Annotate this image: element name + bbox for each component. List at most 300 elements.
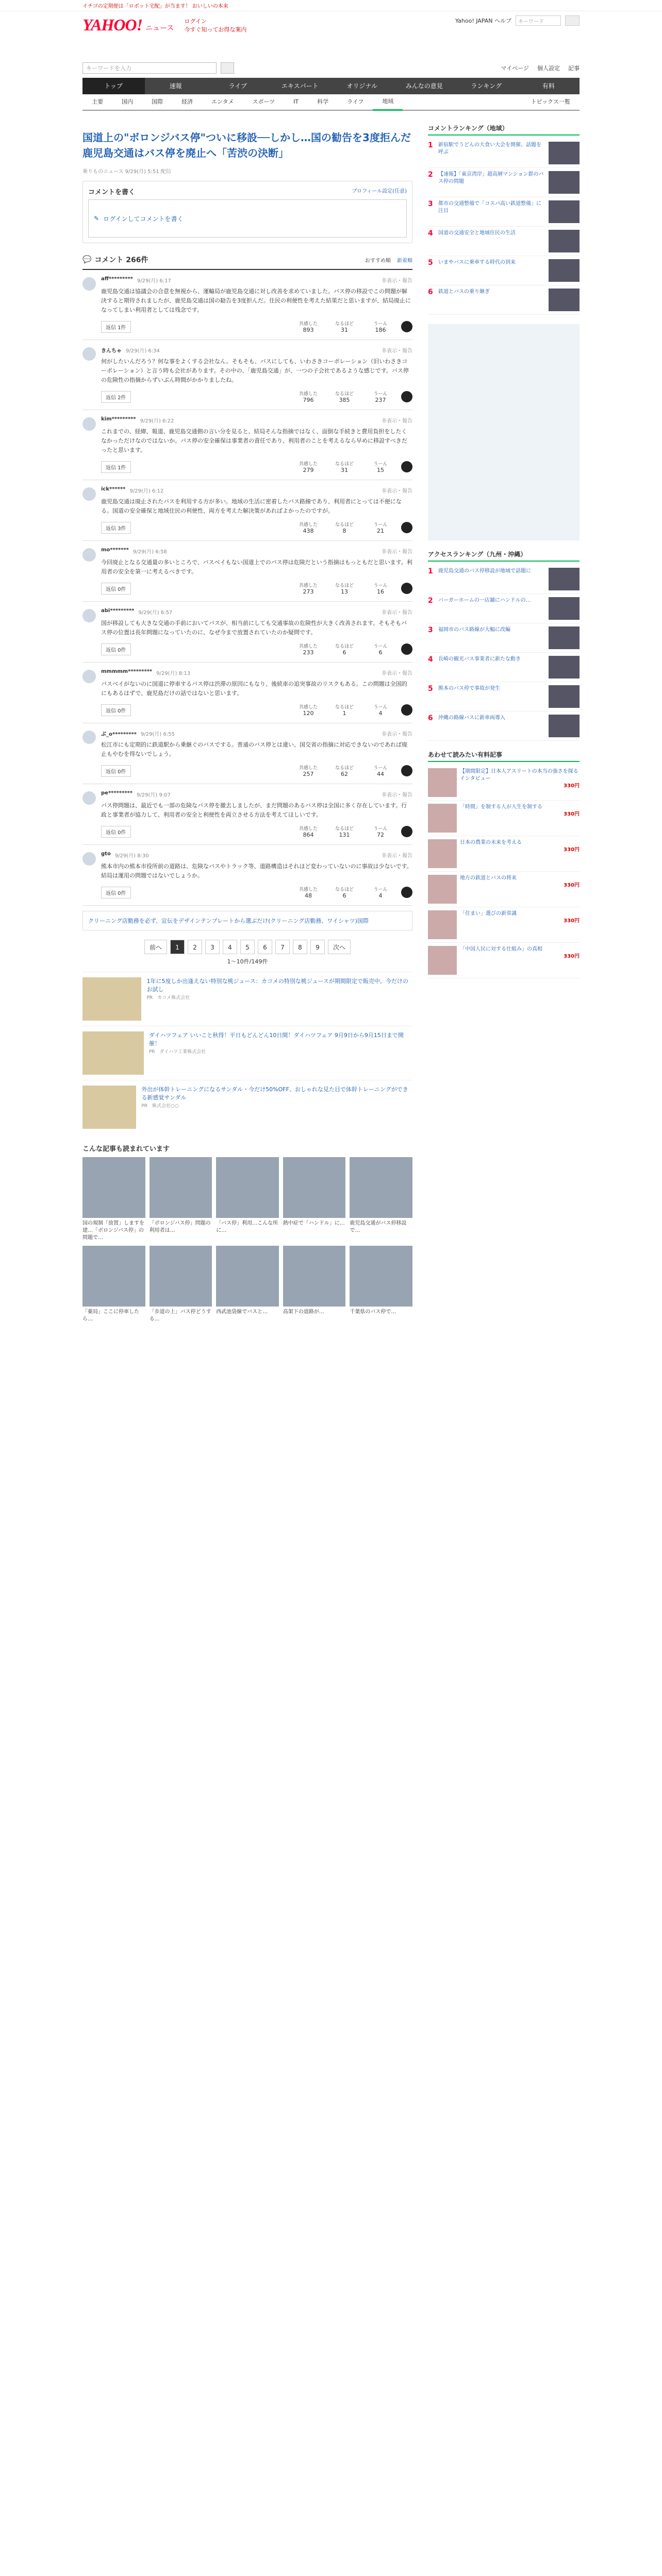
avatar[interactable] xyxy=(82,731,96,744)
avatar[interactable] xyxy=(82,791,96,805)
cat-entertainment[interactable]: エンタメ xyxy=(211,98,234,105)
empathy-button[interactable] xyxy=(293,642,324,656)
paid-article-item[interactable] xyxy=(428,836,580,872)
comment-body: 鹿児島交通は廃止されたバスを利用する方が多い。地域の生活に密着したバス路線であり、利用者にとっては不便になる。国道の安全確保と地域住民の利便性、両方を考えた解決策があればよかったのですが。 xyxy=(101,498,402,514)
paid-article-item[interactable] xyxy=(428,872,580,907)
empathy-button[interactable] xyxy=(293,320,324,333)
vote-count: 186 xyxy=(375,327,386,333)
top-promo-bar[interactable] xyxy=(0,0,662,11)
comment-meta xyxy=(101,851,412,859)
rank-thumbnail[interactable] xyxy=(549,230,580,252)
paid-article-thumbnail[interactable] xyxy=(428,804,457,833)
vote-label: うーん xyxy=(373,392,388,397)
vote-count: 1 xyxy=(342,710,346,717)
paid-article-title[interactable]: 「時間」を制する人が人生を制する xyxy=(460,804,542,810)
header-promo[interactable] xyxy=(184,18,246,34)
comment-actions xyxy=(101,521,412,534)
ranking-item[interactable] xyxy=(428,711,580,741)
paid-article-thumbnail[interactable] xyxy=(428,839,457,868)
comment-actions xyxy=(101,390,412,403)
report-link[interactable]: 非表示・報告 xyxy=(382,732,412,737)
vote-label: なるほど xyxy=(335,887,354,892)
x-share-icon[interactable] xyxy=(401,583,412,594)
recommend-title[interactable]: 「薬局」ここに停車したら… xyxy=(82,1309,139,1322)
recommend-title: こんな記事も読まれています xyxy=(82,1145,170,1153)
recommend-title[interactable]: 国の規制「放置」しますを建…「ボロンジバス停」の問題で… xyxy=(82,1221,144,1241)
promo-image[interactable] xyxy=(82,977,141,1021)
ranking-item[interactable] xyxy=(428,168,580,197)
insight-button[interactable] xyxy=(329,320,360,333)
paid-articles-title: あわせて読みたい有料記事 xyxy=(428,750,580,762)
gnav-live[interactable]: ライブ xyxy=(228,82,247,90)
vote-label: 共感した xyxy=(299,766,318,771)
ranking-item[interactable] xyxy=(428,256,580,285)
x-share-icon[interactable] xyxy=(401,765,412,776)
rank-thumbnail[interactable] xyxy=(549,685,580,708)
recommend-title[interactable]: 「バス停」利用…こんな所に… xyxy=(216,1221,278,1233)
hmm-button[interactable] xyxy=(365,320,396,333)
rank-number: 1 xyxy=(428,141,433,149)
pager-page[interactable]: 6 xyxy=(258,940,272,954)
recommend-title[interactable]: 熱中症で「ハンドル」に… xyxy=(283,1221,345,1226)
pager-page[interactable]: 4 xyxy=(223,940,237,954)
avatar[interactable] xyxy=(82,852,96,866)
vote-label: うーん xyxy=(373,522,388,528)
vote-label: うーん xyxy=(373,705,388,710)
vote-label: 共感した xyxy=(299,705,318,710)
comment-user[interactable]: ぶ_o********* xyxy=(101,732,137,737)
ranking-item[interactable] xyxy=(428,197,580,227)
reply-button[interactable]: 返信 0件 xyxy=(101,643,131,655)
x-share-icon[interactable] xyxy=(401,321,412,332)
rank-title[interactable]: 【速報】「東京湾岸」超高層マンション群のバス停の問題 xyxy=(438,172,544,184)
hmm-button[interactable] xyxy=(365,460,396,473)
vote-label: なるほど xyxy=(335,583,354,588)
report-link[interactable]: 非表示・報告 xyxy=(382,792,412,798)
promo-item[interactable] xyxy=(82,1080,412,1134)
insight-button[interactable] xyxy=(329,390,360,403)
empathy-button[interactable] xyxy=(293,390,324,403)
paid-article-title[interactable]: 「住まい」選びの新常識 xyxy=(460,911,517,917)
x-share-icon[interactable] xyxy=(401,826,412,837)
paid-article-text xyxy=(460,910,580,939)
pager-page[interactable]: 2 xyxy=(188,940,202,954)
paid-article-price: 330円 xyxy=(564,847,580,853)
paid-article-item[interactable] xyxy=(428,765,580,801)
recommend-item[interactable] xyxy=(150,1246,212,1323)
recommend-title[interactable]: 「ボロンジバス停」問題の利用者は… xyxy=(149,1221,211,1233)
paid-article-title[interactable]: 日本の農業の未来を考える xyxy=(460,840,522,845)
reply-button[interactable]: 返信 2件 xyxy=(101,391,131,403)
insight-button[interactable] xyxy=(329,886,360,899)
hmm-button[interactable] xyxy=(365,886,396,899)
comment-item xyxy=(82,541,412,602)
paid-article-price: 330円 xyxy=(564,918,580,924)
paid-article-thumbnail[interactable] xyxy=(428,946,457,975)
vote-label: うーん xyxy=(373,887,388,892)
vote-label: うーん xyxy=(373,644,388,649)
rank-number: 6 xyxy=(428,288,433,296)
vote-count: 62 xyxy=(341,771,348,777)
recommend-item[interactable] xyxy=(150,1157,212,1242)
cat-science[interactable]: 科学 xyxy=(317,98,329,105)
paid-article-price: 330円 xyxy=(564,811,580,817)
rank-thumbnail[interactable] xyxy=(549,171,580,194)
rank-thumbnail[interactable] xyxy=(549,289,580,311)
recommend-thumbnail[interactable] xyxy=(283,1157,346,1218)
recommend-thumbnail[interactable] xyxy=(216,1157,279,1218)
vote-count: 72 xyxy=(377,832,384,838)
vote-label: なるほど xyxy=(335,321,354,327)
insight-button[interactable] xyxy=(329,582,360,595)
avatar[interactable] xyxy=(82,609,96,622)
x-share-icon[interactable] xyxy=(401,522,412,533)
recommend-thumbnail[interactable] xyxy=(150,1157,212,1218)
paid-article-item[interactable] xyxy=(428,907,580,943)
recommend-thumbnail[interactable] xyxy=(350,1246,412,1307)
vote-label: 共感した xyxy=(299,887,318,892)
settings-link[interactable]: 個人設定 xyxy=(537,65,560,72)
reply-button[interactable]: 返信 0件 xyxy=(101,704,131,716)
hmm-button[interactable] xyxy=(365,390,396,403)
ranking-item[interactable] xyxy=(428,227,580,256)
ranking-item[interactable] xyxy=(428,623,580,653)
pager-info: 1〜10件/149件 xyxy=(227,958,268,965)
paid-article-thumbnail[interactable] xyxy=(428,875,457,904)
article-link[interactable]: 記事 xyxy=(568,65,580,72)
promo-title[interactable]: 外出が体幹トレーニングになるサンダル・今だけ50%OFF、おしゃれな見た目で体幹トレーニングができる新感覚サンダル xyxy=(141,1086,408,1101)
global-nav xyxy=(82,78,580,94)
comment-user[interactable]: ick****** xyxy=(101,486,126,492)
recommend-item[interactable] xyxy=(283,1157,346,1242)
promo-image[interactable] xyxy=(82,1086,136,1129)
comment-meta xyxy=(101,669,412,676)
paid-article-text xyxy=(460,768,580,797)
comment-user[interactable]: gto xyxy=(101,851,111,857)
rank-thumbnail[interactable] xyxy=(549,715,580,737)
reply-button[interactable]: 返信 0件 xyxy=(101,765,131,777)
avatar[interactable] xyxy=(82,670,96,683)
rank-title[interactable]: 新宿駅でうどんの大食い大会を開催、話題を呼ぶ xyxy=(438,142,541,155)
reply-button[interactable]: 返信 0件 xyxy=(101,583,131,595)
ranking-item[interactable] xyxy=(428,565,580,594)
paid-article-item[interactable] xyxy=(428,943,580,978)
promo-sponsor: PR カコメ株式会社 xyxy=(146,995,190,1001)
rank-title[interactable]: 長崎の観光バス事業者に新たな動き xyxy=(438,656,521,662)
empathy-button[interactable] xyxy=(293,825,324,838)
rank-title[interactable]: 熊本のバス停で事故が発生 xyxy=(438,686,500,691)
comment-user[interactable]: mo******* xyxy=(101,547,129,553)
header-promo-text[interactable]: 今すぐ知ってお得な案内 xyxy=(184,26,247,33)
insight-button[interactable] xyxy=(329,521,360,534)
sidebar xyxy=(428,124,580,988)
promo-item[interactable] xyxy=(82,972,412,1026)
recommend-item[interactable] xyxy=(350,1246,412,1323)
hmm-button[interactable] xyxy=(365,582,396,595)
gnav-original[interactable]: オリジナル xyxy=(346,82,377,90)
comment-list xyxy=(82,270,412,906)
ranking-item[interactable] xyxy=(428,653,580,682)
reply-button[interactable]: 返信 3件 xyxy=(101,522,131,534)
avatar[interactable] xyxy=(82,277,96,291)
comment-actions xyxy=(101,642,412,656)
report-link[interactable]: 非表示・報告 xyxy=(382,549,412,555)
search-icon[interactable] xyxy=(221,62,234,74)
comment-user[interactable]: きんちゃ xyxy=(101,348,122,354)
user-links xyxy=(501,64,580,72)
hmm-button[interactable] xyxy=(365,825,396,838)
report-link[interactable]: 非表示・報告 xyxy=(382,348,412,354)
recommend-title[interactable]: 「歩道の上」バス停どうする… xyxy=(149,1309,211,1322)
comment-user[interactable]: pe********* xyxy=(101,790,133,796)
avatar[interactable] xyxy=(82,417,96,431)
gnav-breaking[interactable]: 速報 xyxy=(169,82,182,90)
report-link[interactable]: 非表示・報告 xyxy=(382,418,412,424)
cat-world[interactable]: 国際 xyxy=(152,98,163,105)
cat-economy[interactable]: 経済 xyxy=(181,98,193,105)
rank-thumbnail[interactable] xyxy=(549,656,580,679)
promo-text xyxy=(141,1086,412,1129)
recommend-thumbnail[interactable] xyxy=(283,1246,346,1307)
empathy-button[interactable] xyxy=(293,886,324,899)
cat-it[interactable]: IT xyxy=(293,98,299,105)
news-logo[interactable]: ニュース xyxy=(145,24,174,32)
recommend-item[interactable] xyxy=(216,1157,279,1242)
article-source[interactable]: 乗りものニュース 9/29(月) 5:51 配信 xyxy=(82,169,171,175)
sort-recommended[interactable]: おすすめ順 xyxy=(365,258,391,264)
insight-button[interactable] xyxy=(329,703,360,717)
insight-button[interactable] xyxy=(329,642,360,656)
ranking-item[interactable] xyxy=(428,139,580,168)
recommend-thumbnail[interactable] xyxy=(216,1246,279,1307)
pager-page[interactable]: 7 xyxy=(275,940,290,954)
article-title[interactable]: 国道上の"ボロンジバス停"ついに移設──しかし…国の勧告を3度拒んだ鹿児島交通はバス停を廃止へ「苦渋の決断」 xyxy=(82,131,411,159)
inline-ad[interactable]: クリーニング店勤務を必ず、宣伝をデザインテンプレートから選ぶだけ(クリーニング店勤務、ワイシャツ)国際 xyxy=(82,911,412,930)
comment-date: 9/29(月) 6:17 xyxy=(137,278,171,284)
vote-label: なるほど xyxy=(335,766,354,771)
x-share-icon[interactable] xyxy=(401,391,412,402)
avatar[interactable] xyxy=(82,548,96,562)
login-to-comment-label: ログインしてコメントを書く xyxy=(103,215,184,223)
rank-thumbnail[interactable] xyxy=(549,626,580,649)
paid-article-title[interactable]: 「中国人民に対する仕組み」の真相 xyxy=(460,946,542,952)
x-share-icon[interactable] xyxy=(401,461,412,472)
recommend-item[interactable] xyxy=(350,1157,412,1242)
gnav-ranking[interactable]: ランキング xyxy=(471,82,502,90)
recommend-item[interactable] xyxy=(82,1157,145,1242)
reply-button[interactable]: 返信 1件 xyxy=(101,321,131,333)
rank-thumbnail[interactable] xyxy=(549,259,580,282)
reply-button[interactable]: 返信 0件 xyxy=(101,887,131,899)
paid-article-title[interactable]: 【期間限定】日本人アスリートの本当の強さを探るインタビュー xyxy=(460,769,578,782)
header-search-input[interactable]: キーワード xyxy=(516,15,561,26)
gnav-expert[interactable]: エキスパート xyxy=(281,82,319,90)
header-right xyxy=(455,15,580,26)
rank-thumbnail[interactable] xyxy=(549,142,580,164)
comment-user[interactable]: abi********* xyxy=(101,608,135,614)
empathy-button[interactable] xyxy=(293,764,324,777)
rank-number: 2 xyxy=(428,171,433,179)
promo-image[interactable] xyxy=(82,1031,144,1075)
pager-next[interactable]: 次へ xyxy=(328,940,351,954)
paid-article-title[interactable]: 地方の鉄道とバスの将来 xyxy=(460,875,517,881)
comment-meta xyxy=(101,790,412,798)
pager-page[interactable]: 5 xyxy=(240,940,255,954)
comment-user[interactable]: kim********* xyxy=(101,416,136,422)
topics-list-link[interactable]: トピックス一覧 xyxy=(531,98,570,105)
cat-domestic[interactable]: 国内 xyxy=(122,98,133,105)
report-link[interactable]: 非表示・報告 xyxy=(382,488,412,494)
recommend-item[interactable] xyxy=(283,1246,346,1323)
rank-number: 6 xyxy=(428,714,433,722)
vote-label: 共感した xyxy=(299,392,318,397)
top-promo-text[interactable]: イチゴの定期便は「ロボット宅配」が当ます！ おいしいの本来 xyxy=(82,4,228,9)
reply-button[interactable]: 返信 1件 xyxy=(101,461,131,473)
rank-title[interactable]: 国道の交通安全と地域住民の生活 xyxy=(438,230,516,236)
insight-button[interactable] xyxy=(329,764,360,777)
rank-title[interactable]: 鉄道とバスの乗り継ぎ xyxy=(438,289,490,295)
recommend-item[interactable] xyxy=(216,1246,279,1323)
yahoo-logo[interactable]: YAHOO! xyxy=(82,15,143,34)
comments-header xyxy=(82,250,412,270)
rank-number: 1 xyxy=(428,567,433,575)
rank-title[interactable]: 鹿児島交通のバス停移設が地域で話題に xyxy=(438,568,531,574)
empathy-button[interactable] xyxy=(293,460,324,473)
promo-title[interactable]: ダイハツフェア いいこと秋得！平日もどんどん10日間！ダイハツフェア 9月9日から9月15日まで開催！ xyxy=(148,1032,404,1047)
vote-label: うーん xyxy=(373,462,388,467)
ranking-item[interactable] xyxy=(428,285,580,315)
gnav-opinion[interactable]: みんなの意見 xyxy=(405,82,443,90)
insight-button[interactable] xyxy=(329,460,360,473)
x-share-icon[interactable] xyxy=(401,704,412,716)
recommend-item[interactable] xyxy=(82,1246,145,1323)
rank-title[interactable]: 沖縄の路線バスに新車両導入 xyxy=(438,715,505,721)
recommend-title[interactable]: 千葉県のバス停で… xyxy=(350,1309,396,1315)
pager-page[interactable]: 3 xyxy=(205,940,220,954)
hmm-button[interactable] xyxy=(365,703,396,717)
comment-user[interactable]: mmmmm********* xyxy=(101,669,153,674)
yahoo-japan-link[interactable]: Yahoo! JAPAN ヘルプ xyxy=(455,18,511,24)
sort-newest[interactable]: 新着順 xyxy=(397,258,412,264)
comment-actions xyxy=(101,764,412,777)
x-share-icon[interactable] xyxy=(401,643,412,655)
comment-body: 今回廃止となる交通量の多いところで、バスベイもない国道上でのバス停は危険だという指摘はもっともだと思います。利用者の安全を第一に考えるべきです。 xyxy=(101,559,412,575)
vote-count: 4 xyxy=(378,710,383,717)
comment-write-heading: コメントを書く xyxy=(88,189,136,196)
rank-thumbnail[interactable] xyxy=(549,597,580,620)
gnav-paid[interactable]: 有料 xyxy=(542,82,555,90)
pager-page[interactable]: 9 xyxy=(310,940,325,954)
comment-date: 9/29(月) 6:12 xyxy=(129,488,164,494)
ranking-item[interactable] xyxy=(428,682,580,711)
cat-sports[interactable]: スポーツ xyxy=(252,98,275,105)
profile-settings-link[interactable]: プロフィール設定(任意) xyxy=(352,189,407,194)
recommend-title[interactable]: 高架下の道路が… xyxy=(283,1309,324,1315)
avatar[interactable] xyxy=(82,487,96,501)
comment-item xyxy=(82,340,412,410)
rank-title[interactable]: 福岡市のバス路線が大幅に改編 xyxy=(438,627,510,633)
comment-item xyxy=(82,784,412,845)
recommend-title[interactable]: 西武池袋線でバスと… xyxy=(216,1309,268,1315)
cat-main[interactable]: 主要 xyxy=(92,98,103,105)
search-input[interactable]: キーワードを入力 xyxy=(82,62,217,74)
hmm-button[interactable] xyxy=(365,764,396,777)
pager-page[interactable]: 1 xyxy=(170,940,185,954)
vote-label: なるほど xyxy=(335,644,354,649)
rank-thumbnail[interactable] xyxy=(549,200,580,223)
insight-button[interactable] xyxy=(329,825,360,838)
cat-local[interactable]: 地域 xyxy=(373,94,403,111)
recommend-title[interactable]: 鹿児島交通がバス停移設で… xyxy=(350,1221,407,1233)
cat-life[interactable]: ライフ xyxy=(347,98,364,105)
paid-article-thumbnail[interactable] xyxy=(428,910,457,939)
pager-prev[interactable]: 前へ xyxy=(144,940,167,954)
report-link[interactable]: 非表示・報告 xyxy=(382,278,412,284)
empathy-button[interactable] xyxy=(293,703,324,717)
mypage-link[interactable]: マイページ xyxy=(501,65,529,72)
rank-title[interactable]: バーガーホームの一店舗にハンドルの… xyxy=(438,598,531,603)
pagination xyxy=(82,940,412,954)
recommend-thumbnail[interactable] xyxy=(150,1246,212,1307)
vote-count: 13 xyxy=(341,588,348,595)
promo-title[interactable]: 1年に5度しか出逢えない特別な桃ジュース：カコメの特別な桃ジュースが期間限定で販売中。今だけのお試し xyxy=(146,978,408,993)
report-link[interactable]: 非表示・報告 xyxy=(382,610,412,616)
x-share-icon[interactable] xyxy=(401,887,412,898)
header-search-button[interactable] xyxy=(565,15,580,26)
sidebar-ad[interactable] xyxy=(428,324,580,540)
vote-count: 131 xyxy=(339,832,350,838)
gnav-top[interactable]: トップ xyxy=(82,78,145,94)
comment-body: バス停問題は、最近でも一部の危険なバス停を撤去しましたが、まだ問題のあるバス停は全国に多く存在しています。行政と事業者が協力して、利用者の安全と利便性を両立させる方法を考えてほしいです。 xyxy=(101,802,407,818)
report-link[interactable]: 非表示・報告 xyxy=(382,671,412,676)
comment-body: 鹿児島交通は協議会の合意を無視から、運輸局が鹿児島交通に対し改善を求めていました。バス停の移設でこの問題が解決すると期待されましたが、鹿児島交通は国の勧告を3度拒んだ。住民の利便性を考えた結果だと思いますが、結局廃止になってしまい利用者としては残念です。 xyxy=(101,288,411,313)
recommend-thumbnail[interactable] xyxy=(82,1246,145,1307)
vote-count: 6 xyxy=(342,649,346,656)
login-to-comment[interactable] xyxy=(88,199,407,238)
hmm-button[interactable] xyxy=(365,521,396,534)
paid-article-item[interactable] xyxy=(428,801,580,836)
rank-title[interactable]: 都市の交通整備で「コスパ高い鉄道整備」に注目 xyxy=(438,201,541,214)
vote-count: 6 xyxy=(342,892,346,899)
report-link[interactable]: 非表示・報告 xyxy=(382,853,412,859)
rank-title[interactable]: いまやバスに乗車する時代の到来 xyxy=(438,260,516,265)
promo-item[interactable] xyxy=(82,1026,412,1080)
pager-page[interactable]: 8 xyxy=(293,940,307,954)
empathy-button[interactable] xyxy=(293,521,324,534)
promo-sponsor: PR 株式会社○○ xyxy=(141,1104,179,1109)
comment-actions xyxy=(101,703,412,717)
comments-count: コメント 266件 xyxy=(94,256,148,264)
rank-thumbnail[interactable] xyxy=(549,568,580,590)
comment-ranking xyxy=(428,124,580,315)
recommend-thumbnail[interactable] xyxy=(350,1157,412,1218)
promo-sponsor: PR ダイハツ工業株式会社 xyxy=(148,1049,206,1055)
recommend-thumbnail[interactable] xyxy=(82,1157,145,1218)
avatar[interactable] xyxy=(82,347,96,361)
vote-count: 21 xyxy=(377,528,384,534)
hmm-button[interactable] xyxy=(365,642,396,656)
comment-write-box xyxy=(82,181,412,243)
comment-date: 9/29(月) 8:30 xyxy=(114,853,149,859)
login-link[interactable]: ログイン xyxy=(184,18,207,25)
reply-button[interactable]: 返信 0件 xyxy=(101,826,131,838)
ranking-item[interactable] xyxy=(428,594,580,623)
empathy-button[interactable] xyxy=(293,582,324,595)
access-ranking-title: アクセスランキング（九州・沖縄） xyxy=(428,550,580,562)
comment-user[interactable]: aff********* xyxy=(101,276,133,282)
paid-article-thumbnail[interactable] xyxy=(428,768,457,797)
paid-article-text xyxy=(460,875,580,904)
